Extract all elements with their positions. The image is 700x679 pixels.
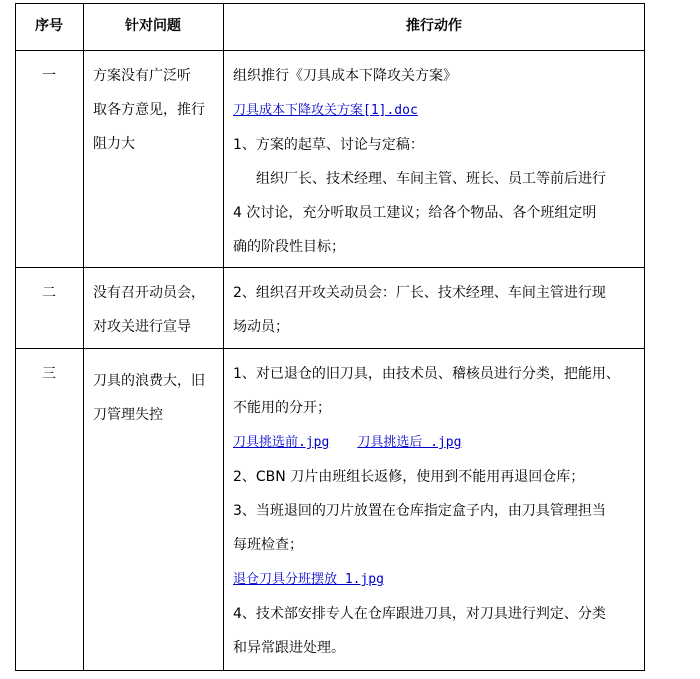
row-issue: [83, 276, 223, 344]
header-divider: [15, 50, 645, 51]
row-num: 三: [42, 366, 56, 382]
action-line: 不能用的分开；: [233, 400, 331, 416]
action-line: 确的阶段性目标；: [233, 239, 345, 255]
issue-line: 刀管理失控: [93, 407, 163, 423]
issue-line: 方案没有广泛听: [93, 68, 191, 84]
action-line: 2、CBN 刀片由班组长返修，使用到不能用再退回仓库；: [233, 469, 585, 485]
issue-line: 阻力大: [93, 136, 135, 152]
row-issue: [83, 59, 223, 161]
action-line: 4、技术部安排专人在仓库跟进刀具，对刀具进行判定、分类: [233, 606, 606, 622]
action-line: 1、方案的起草、讨论与定稿：: [233, 137, 424, 153]
action-line: 1、对已退仓的旧刀具，由技术员、稽核员进行分类，把能用、: [233, 366, 620, 382]
issue-line: 取各方意见，推行: [93, 102, 205, 118]
action-line: 4 次讨论，充分听取员工建议；给各个物品、各个班组定明: [233, 205, 597, 221]
action-line: 和异常跟进处理。: [233, 640, 345, 656]
issue-line: 对攻关进行宣导: [93, 319, 191, 335]
table-border-bottom: [15, 670, 645, 671]
action-line: 每班检查；: [233, 537, 303, 553]
row-num: 一: [42, 68, 56, 84]
action-line: 2、组织召开攻关动员会：厂长、技术经理、车间主管进行现: [233, 285, 606, 301]
header-num: 序号: [35, 18, 63, 34]
row-issue: [83, 364, 223, 432]
issue-line: 没有召开动员会，: [93, 285, 205, 301]
action-line: 组织厂长、技术经理、车间主管、班长、员工等前后进行: [256, 171, 606, 187]
row-num: 二: [42, 285, 56, 301]
row-divider: [15, 348, 645, 349]
row-action: [223, 59, 645, 264]
issue-line: 刀具的浪费大，旧: [93, 373, 205, 389]
row-divider: [15, 267, 645, 268]
action-line: 3、当班退回的刀片放置在仓库指定盒子内，由刀具管理担当: [233, 503, 606, 519]
attachment-link[interactable]: 刀具成本下降攻关方案[1].doc: [233, 103, 418, 118]
row-action: [223, 276, 645, 344]
header-issue: 针对问题: [125, 18, 181, 34]
row-action: [223, 357, 645, 665]
attachment-link[interactable]: 刀具挑选后 .jpg: [357, 435, 462, 450]
attachment-link[interactable]: 退仓刀具分班摆放 1.jpg: [233, 572, 384, 587]
table-border-left: [15, 3, 16, 671]
action-line: 场动员；: [233, 319, 289, 335]
attachment-link[interactable]: 刀具挑选前.jpg: [233, 435, 330, 450]
header-action: 推行动作: [406, 18, 462, 34]
action-line: 组织推行《刀具成本下降攻关方案》: [233, 68, 457, 84]
document-table: [15, 3, 645, 671]
